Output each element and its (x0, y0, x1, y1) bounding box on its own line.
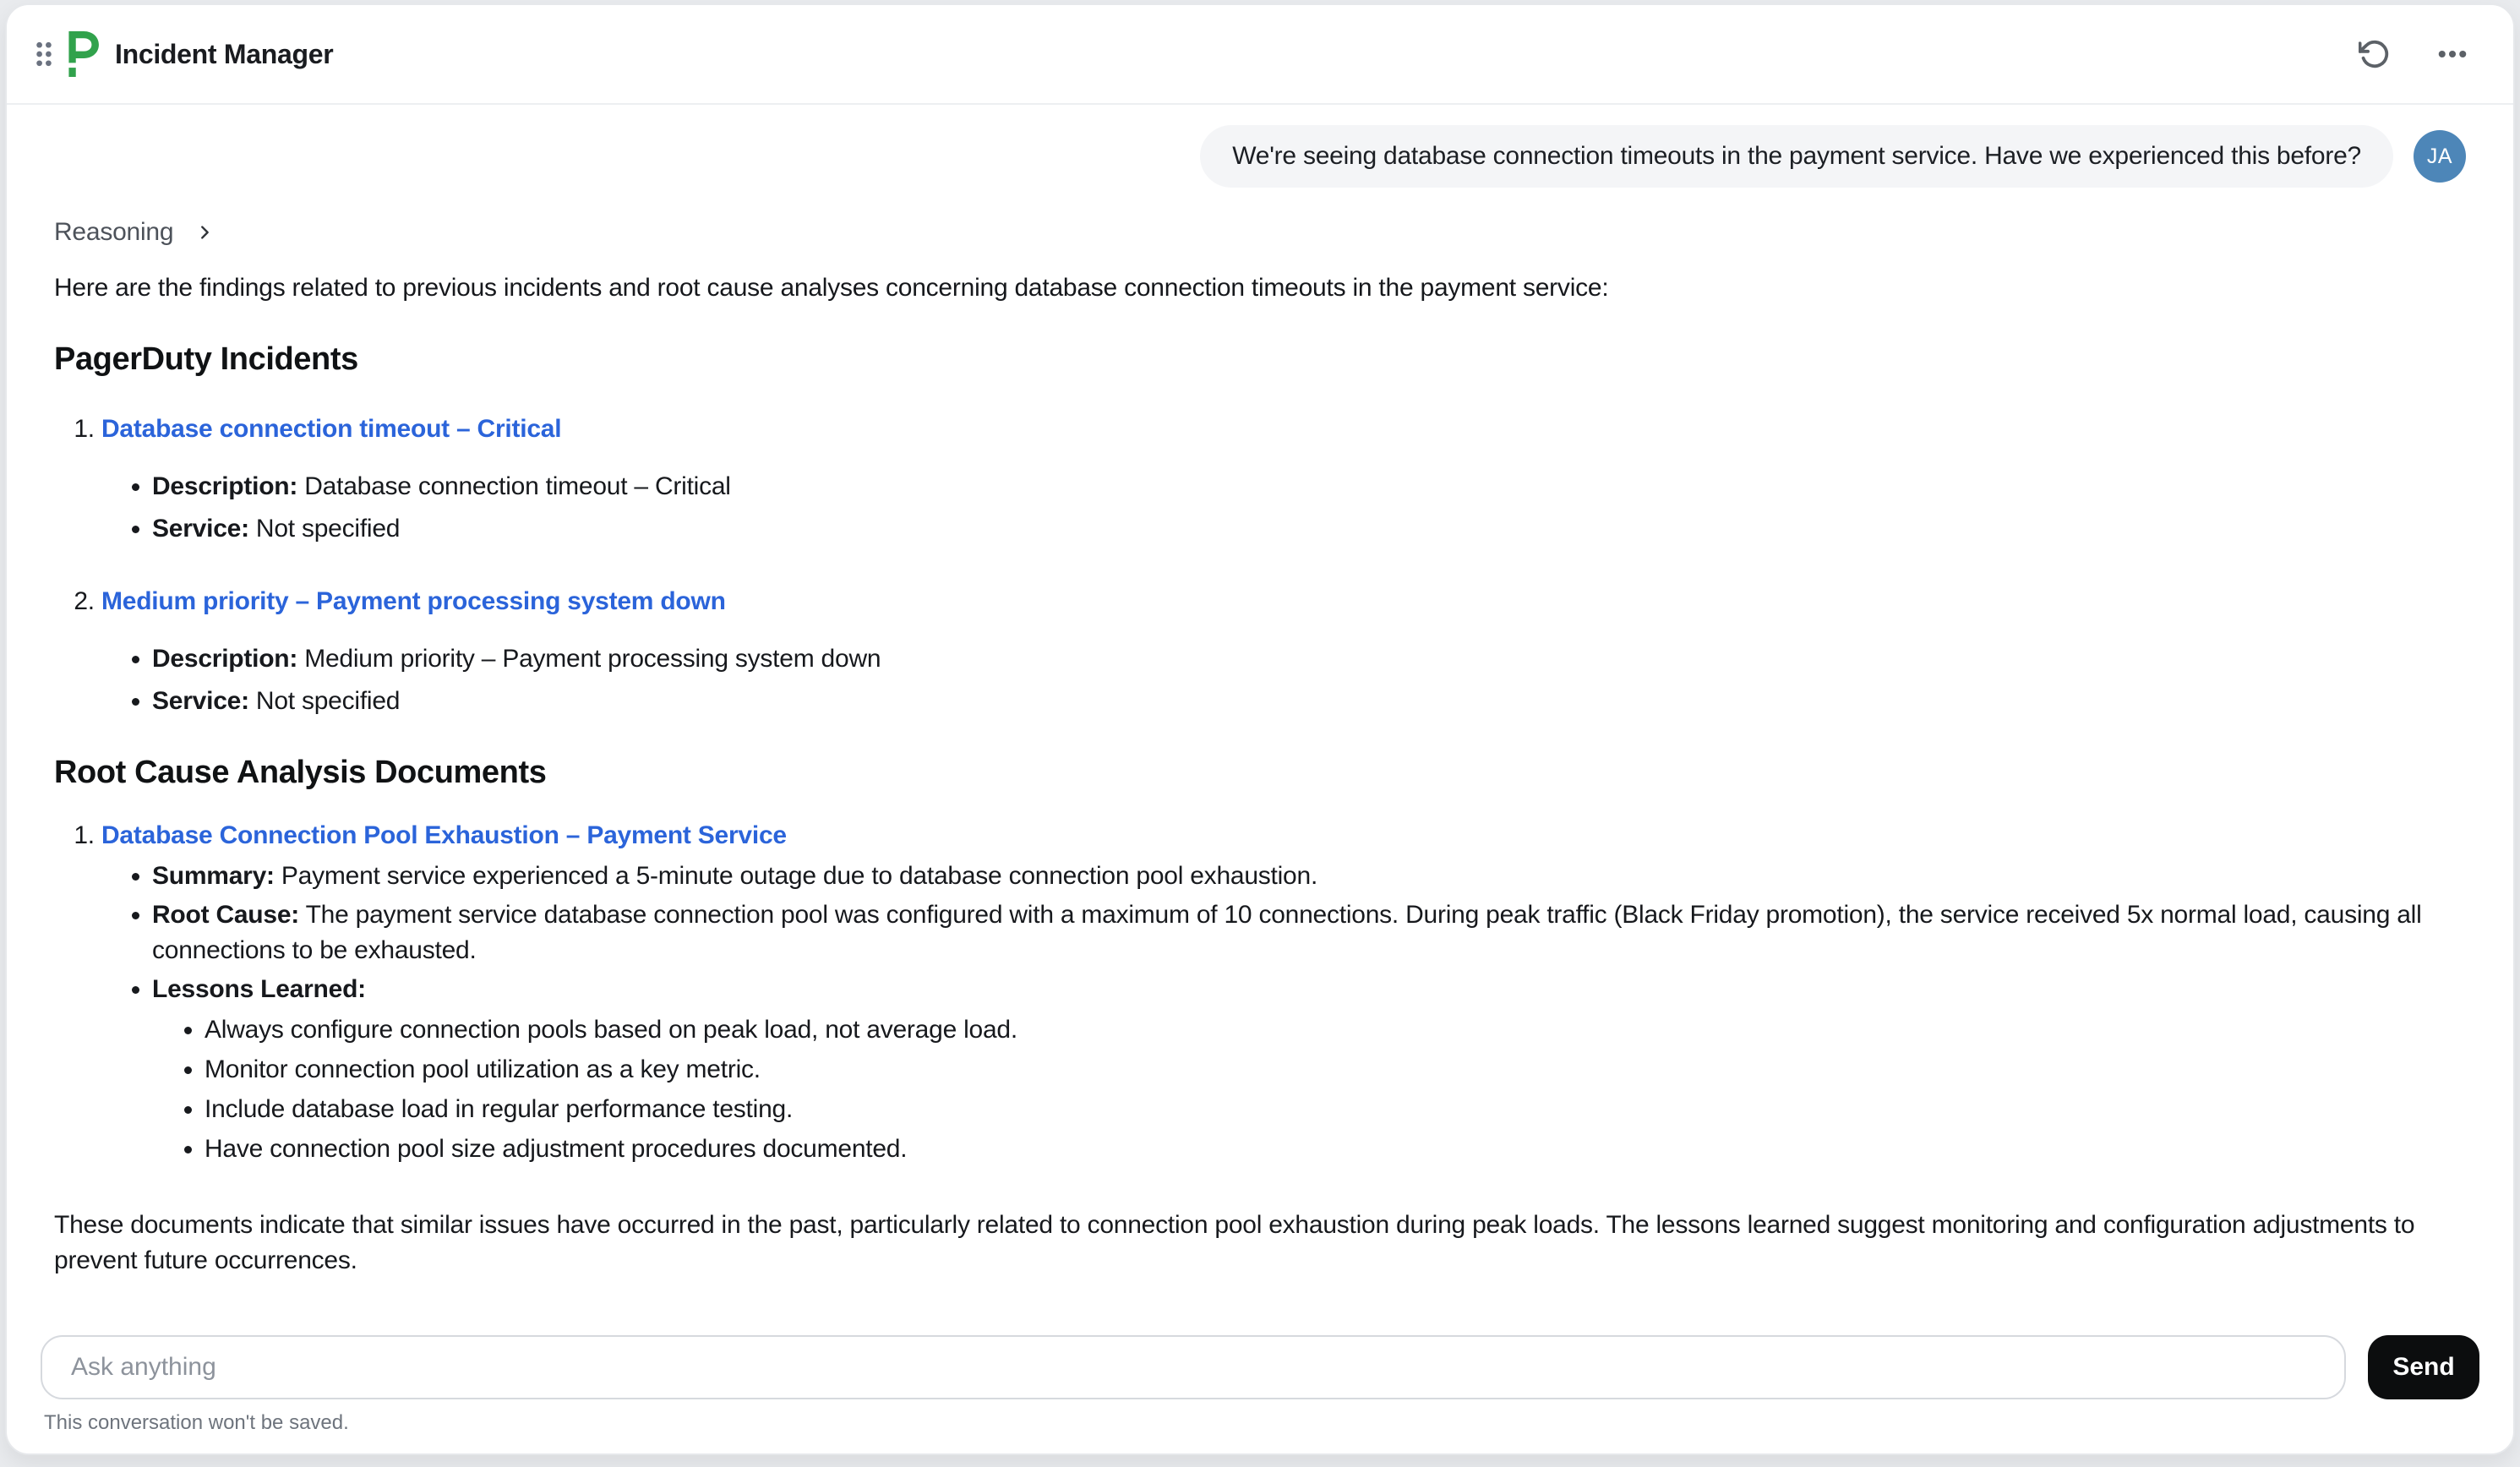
more-options-button[interactable] (2425, 27, 2479, 81)
sub-bullet-item: • Have connection pool size adjustment procedures documented. (205, 1132, 2466, 1167)
send-button[interactable]: Send (2368, 1335, 2479, 1399)
more-options-icon (2435, 36, 2470, 72)
bullet-label: Root Cause: (152, 901, 300, 929)
section-heading: Root Cause Analysis Documents (54, 755, 547, 790)
bullet-list (101, 859, 2466, 1167)
list-item (101, 584, 2466, 719)
reasoning-toggle[interactable] (54, 218, 214, 247)
assistant-conclusion: These documents indicate that similar issues have occurred in the past, particularly related to connection pool exhaustion during peak loads. The lessons learned suggest monitoring and configuration adjustments to prevent future occurrences. (54, 1211, 2415, 1274)
drag-handle-icon[interactable] (25, 29, 63, 79)
list-item (101, 818, 2466, 1167)
bullet-item (152, 972, 2466, 1167)
pagerduty-logo-icon (64, 30, 101, 78)
list-item (101, 412, 2466, 547)
bullet-label: Description: (152, 645, 298, 673)
document-link[interactable]: Database connection timeout – Critical (101, 415, 562, 443)
document-link[interactable]: Database Connection Pool Exhaustion – Payment Service (101, 821, 787, 849)
document-link[interactable]: Medium priority – Payment processing system down (101, 587, 726, 615)
sub-bullet-item: • Always configure connection pools based on peak load, not average load. (205, 1012, 2466, 1048)
bullet-label: Description: (152, 472, 298, 500)
app-title: Incident Manager (115, 38, 334, 69)
bullet-item: • Service: Not specified (152, 511, 2466, 547)
chevron-right-icon (195, 223, 214, 242)
chat-transcript (7, 105, 2513, 1320)
bullet-label: Service: (152, 515, 249, 543)
bullet-list (101, 641, 2466, 719)
reset-icon (2359, 38, 2391, 70)
section-heading: PagerDuty Incidents (54, 341, 358, 377)
bullet-item: • Description: Medium priority – Payment processing system down (152, 641, 2466, 677)
bullet-label: Summary: (152, 862, 275, 890)
sub-bullet-item: • Include database load in regular performance testing. (205, 1092, 2466, 1127)
bullet-list (101, 469, 2466, 547)
bullet-item: • Root Cause: The payment service database connection pool was configured with a maximum of 10 connections. During peak traffic (Black Friday promotion), the service received 5x normal load, causing all connections to be exhausted. (152, 897, 2466, 968)
user-message-row (54, 125, 2466, 188)
sub-bullet-list (152, 1012, 2466, 1167)
incident-manager-window (5, 3, 2515, 1455)
bullet-item: • Summary: Payment service experienced a 5-minute outage due to database connection pool exhaustion. (152, 859, 2466, 894)
reasoning-label: Reasoning (54, 218, 174, 246)
composer-disclaimer: This conversation won't be saved. (44, 1411, 349, 1434)
user-avatar: JA (2414, 130, 2466, 183)
user-message-bubble: We're seeing database connection timeouts in the payment service. Have we experienced this before? (1200, 125, 2393, 188)
composer-row (41, 1335, 2479, 1399)
reset-conversation-button[interactable] (2348, 27, 2402, 81)
bullet-item: • Service: Not specified (152, 684, 2466, 719)
item-list (54, 412, 2466, 719)
composer (7, 1320, 2513, 1453)
assistant-sections (54, 341, 2466, 1167)
bullet-label: Service: (152, 687, 249, 715)
window-header (7, 5, 2513, 105)
bullet-item: • Description: Database connection timeout – Critical (152, 469, 2466, 504)
assistant-intro: Here are the findings related to previous incidents and root cause analyses concerning database connection timeouts in the payment service: (54, 274, 1609, 302)
item-list (54, 818, 2466, 1167)
sub-bullet-item: • Monitor connection pool utilization as a key metric. (205, 1052, 2466, 1088)
bullet-label: Lessons Learned: (152, 975, 366, 1003)
ask-input[interactable] (41, 1335, 2346, 1399)
